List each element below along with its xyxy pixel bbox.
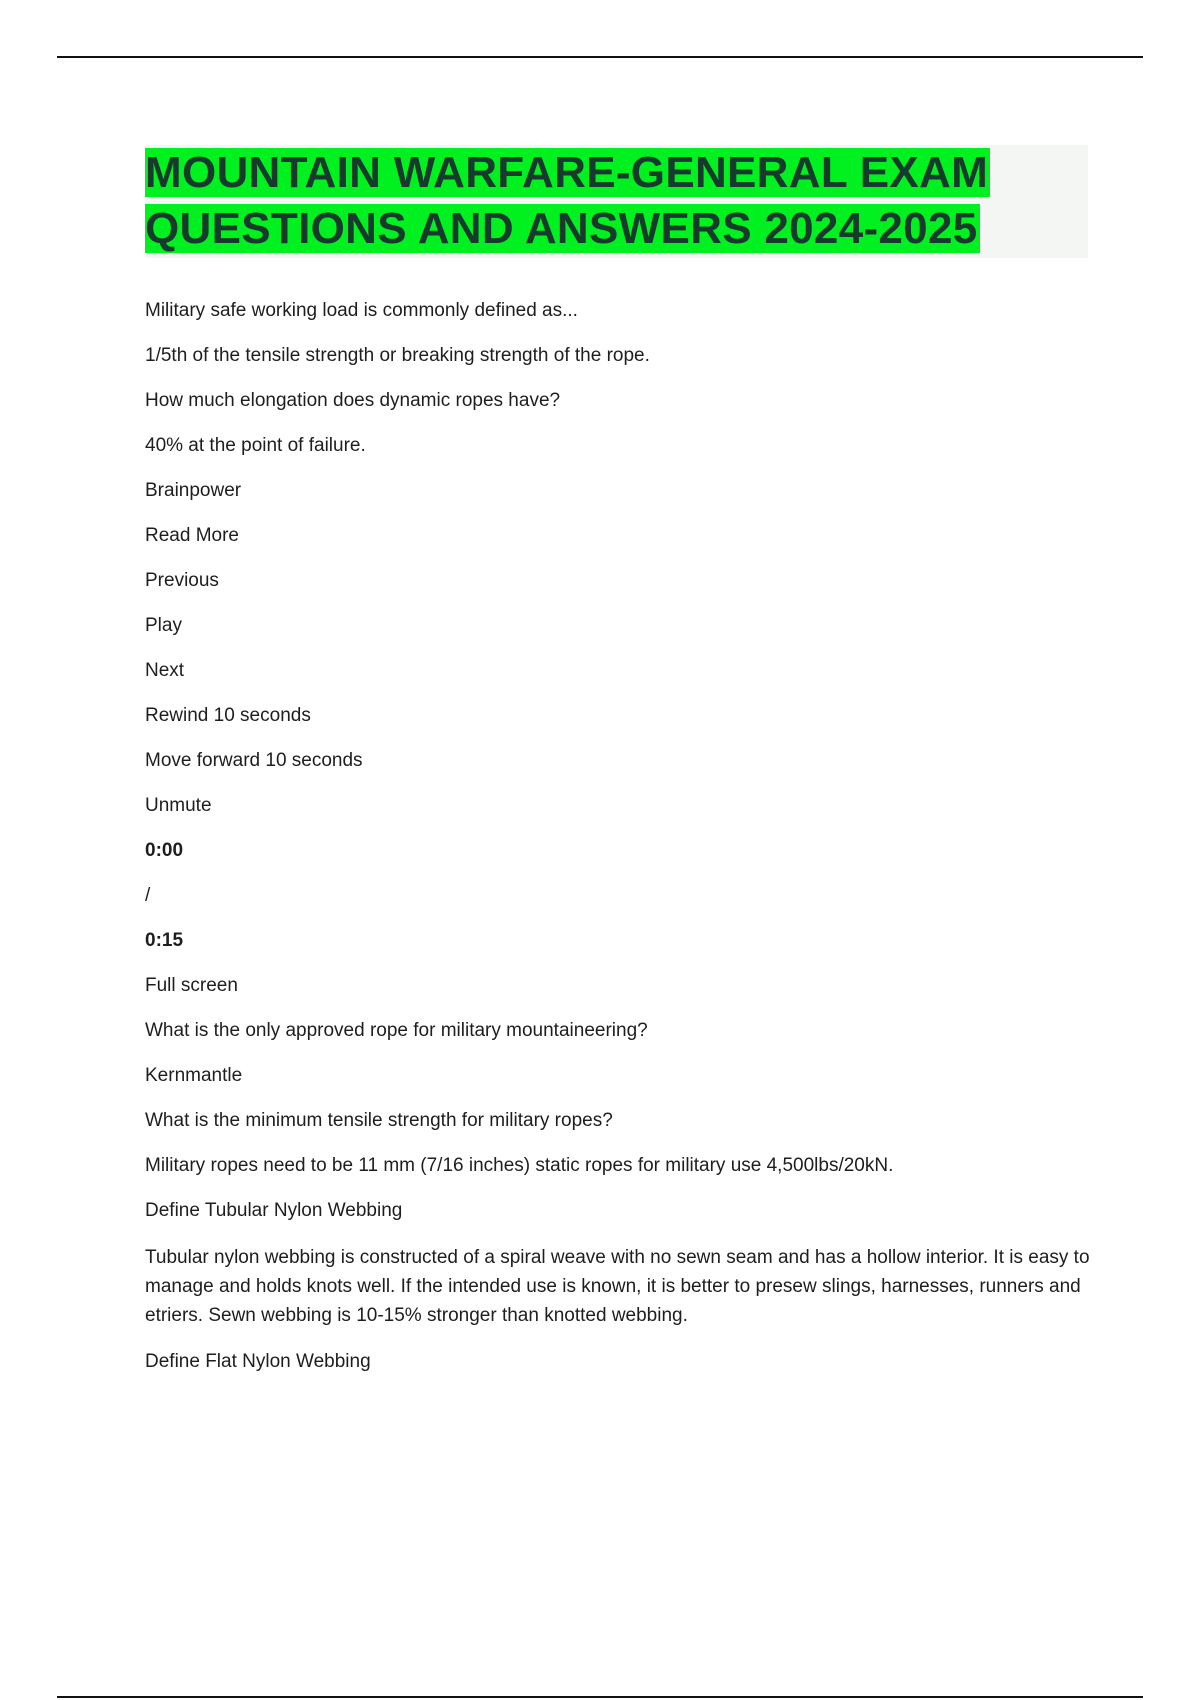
title-highlight: MOUNTAIN WARFARE-GENERAL EXAM QUESTIONS AND ANSWERS 2024-2025 [145,148,989,253]
answer-line: 40% at the point of failure. [145,435,366,456]
question-line: Define Flat Nylon Webbing [145,1351,371,1372]
answer-line: Kernmantle [145,1065,243,1086]
previous-label: Previous [145,570,219,591]
title-block [145,145,1088,258]
document-body [145,298,1095,1394]
brainpower-label: Brainpower [145,480,242,501]
read-more-link: Read More [145,525,239,546]
question-line: Define Tubular Nylon Webbing [145,1200,403,1221]
question-line: What is the minimum tensile strength for military ropes? [145,1110,613,1131]
document-title [145,145,1088,257]
question-line: Military safe working load is commonly defined as... [145,300,578,321]
header-rule [57,56,1143,58]
next-label: Next [145,660,185,681]
rewind-label: Rewind 10 seconds [145,705,311,726]
current-time: 0:00 [145,840,184,861]
play-label: Play [145,615,182,636]
question-line: How much elongation does dynamic ropes have? [145,390,561,411]
unmute-label: Unmute [145,795,212,816]
answer-paragraph: Tubular nylon webbing is constructed of a spiral weave with no sewn seam and has a hollow interior. It is easy to manage and holds knots well. If the intended use is known, it is better to presew slings, harnesses, runners and etriers. Sewn webbing is 10-15% stronger than knotted webbing. [145,1247,1090,1326]
forward-label: Move forward 10 seconds [145,750,363,771]
footer-rule [57,1696,1143,1698]
time-separator: / [145,885,151,906]
full-screen-label: Full screen [145,975,238,996]
answer-line: Military ropes need to be 11 mm (7/16 inches) static ropes for military use 4,500lbs/20kN. [145,1155,894,1176]
duration-time: 0:15 [145,930,184,951]
answer-line: 1/5th of the tensile strength or breaking strength of the rope. [145,345,650,366]
question-line: What is the only approved rope for military mountaineering? [145,1020,648,1041]
